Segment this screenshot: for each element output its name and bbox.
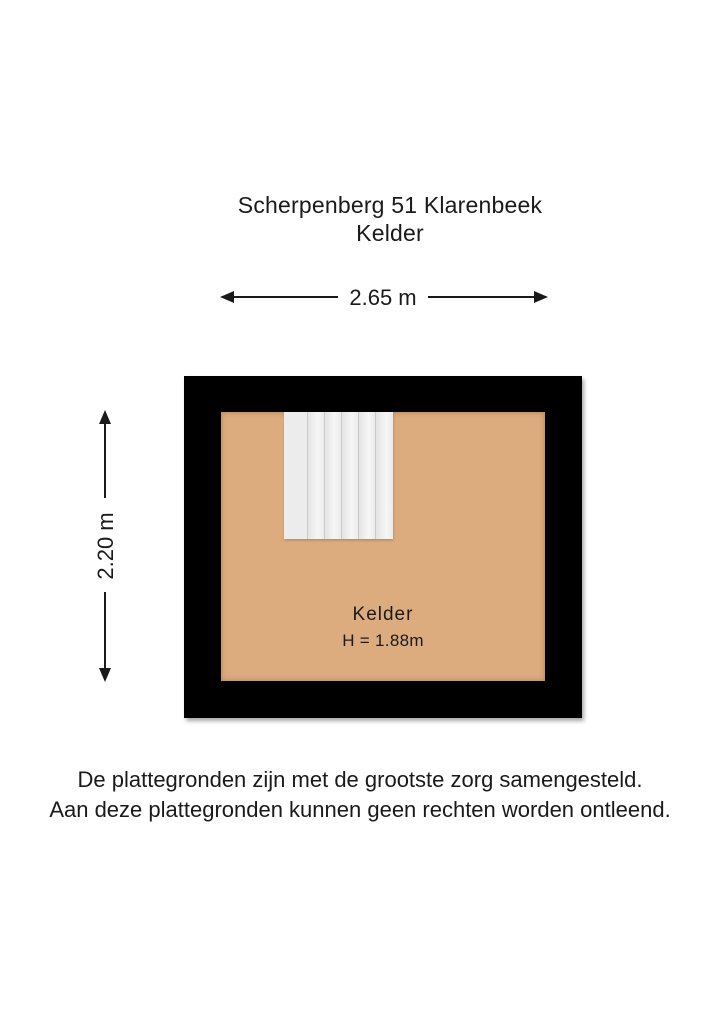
arrow-right-icon <box>534 291 548 303</box>
stair-step <box>375 412 393 539</box>
disclaimer-line-1: De plattegronden zijn met de grootste zorg samengesteld. <box>77 767 643 792</box>
stair-step <box>341 412 358 539</box>
width-dimension-label: 2.65 m <box>349 285 417 310</box>
disclaimer-line-2: Aan deze plattegronden kunnen geen rechten worden ontleend. <box>49 797 671 822</box>
staircase <box>284 412 392 539</box>
room-height: H = 1.88m <box>342 631 424 650</box>
stair-step <box>307 412 324 539</box>
depth-dimension <box>90 410 120 682</box>
room-kelder <box>221 412 545 681</box>
width-dimension <box>220 284 548 310</box>
stair-step <box>358 412 375 539</box>
arrow-left-icon <box>220 291 234 303</box>
depth-dimension-label: 2.20 m <box>93 512 118 580</box>
floor-title: Kelder <box>356 220 424 246</box>
address-title: Scherpenberg 51 Klarenbeek <box>237 192 543 218</box>
floorplan-walls <box>184 376 582 718</box>
room-name: Kelder <box>352 604 414 625</box>
arrow-down-icon <box>99 668 111 682</box>
arrow-up-icon <box>99 410 111 424</box>
stair-step <box>324 412 341 539</box>
